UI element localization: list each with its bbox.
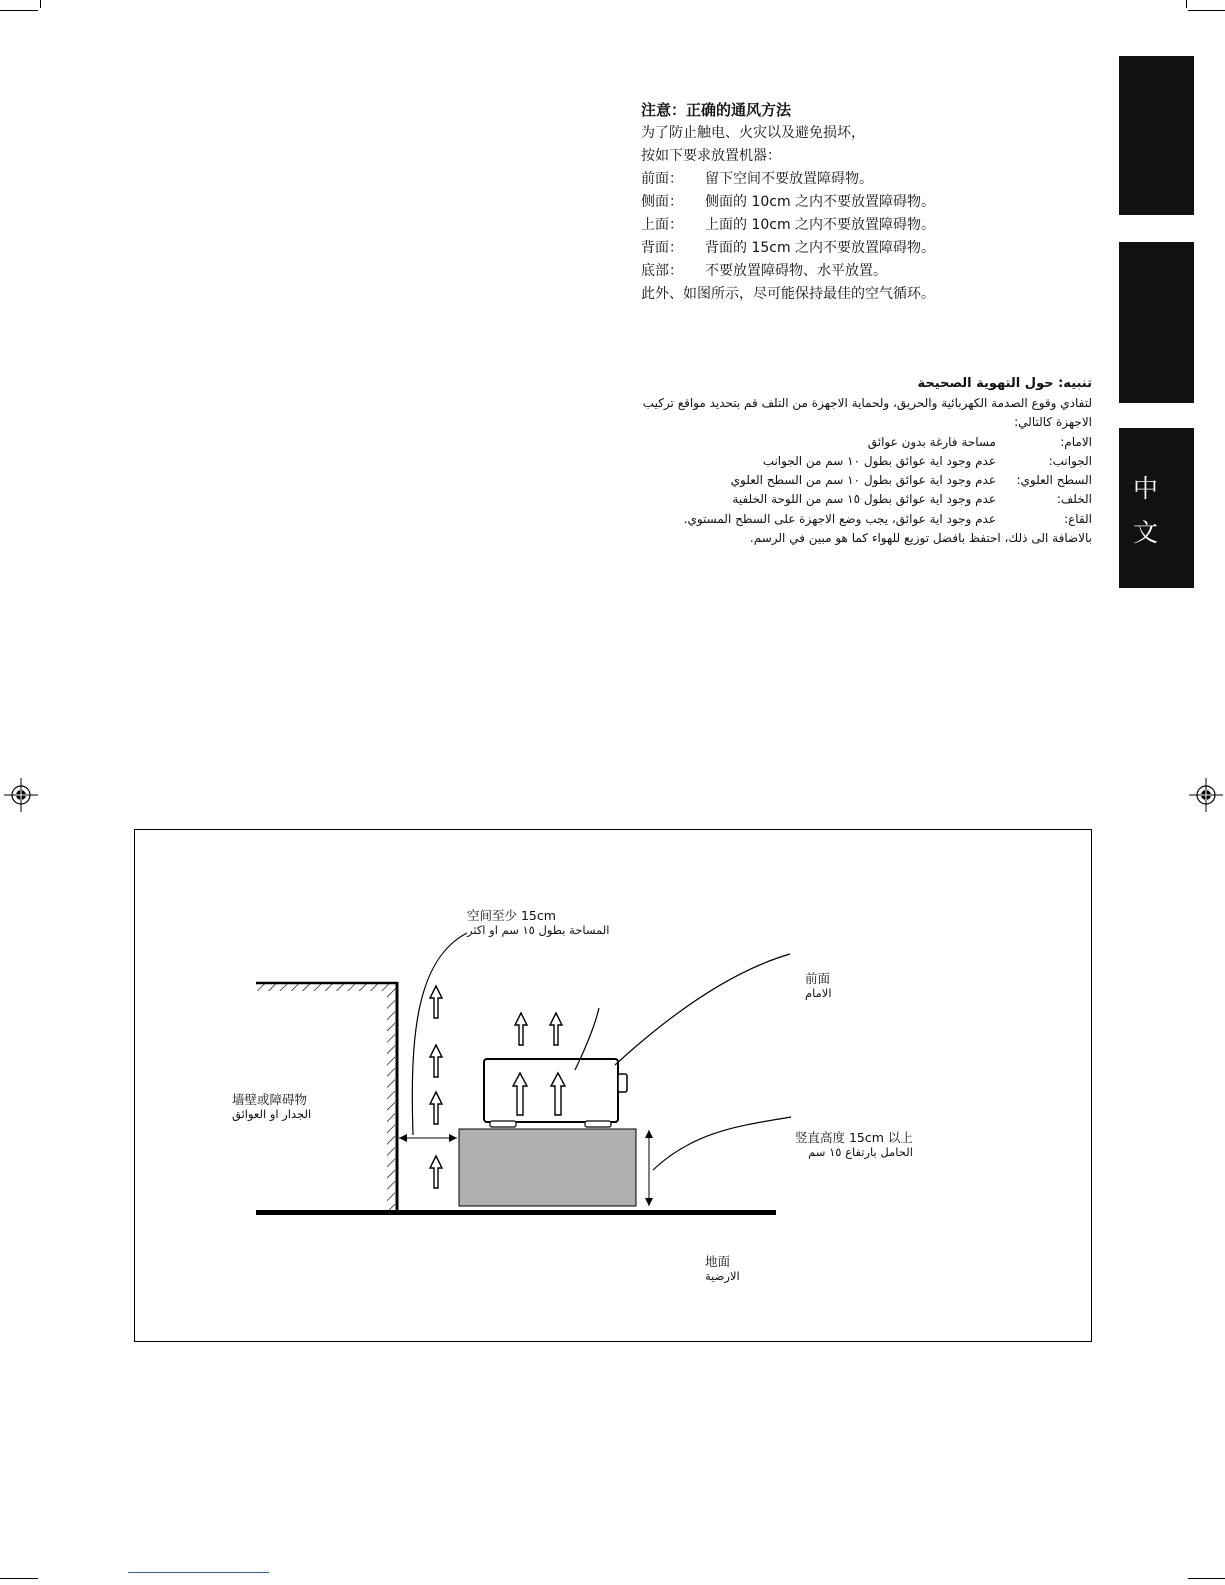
ar-rule-row — [625, 490, 1092, 509]
wall-label-cn: 墙壁或障碍物 — [232, 1092, 308, 1107]
ar-rule-text: عدم وجود اية عوائق، يجب وضع الاجهزة على السطح المستوي. — [683, 511, 996, 526]
ar-rule-row — [625, 433, 1092, 452]
airflow-arrow-icon — [430, 1092, 442, 1124]
cn-rule-row — [641, 168, 1041, 191]
wall-label — [232, 1092, 311, 1122]
language-tab-2 — [1119, 242, 1194, 403]
language-tab-chinese — [1119, 428, 1194, 588]
space-label-cn: 空间至少 15cm — [467, 908, 556, 923]
crop-mark-top-left-v — [40, 0, 41, 8]
registration-mark-right-icon — [1189, 778, 1223, 812]
crop-mark-bottom-right — [1188, 1578, 1225, 1579]
cn-rule-text: 背面的 15cm 之内不要放置障碍物。 — [705, 240, 936, 256]
airflow-arrow-icon — [550, 1013, 562, 1045]
tab-label-char-2: 文 — [1133, 518, 1159, 547]
arrowhead-icon — [449, 1134, 457, 1142]
cn-rule-text: 不要放置障碍物、水平放置。 — [705, 263, 887, 279]
cn-rule-row — [641, 191, 1041, 214]
cn-rule-row — [641, 260, 1041, 283]
ventilation-diagram — [134, 829, 1092, 1342]
cn-rule-text: 侧面的 10cm 之内不要放置障碍物。 — [705, 194, 936, 210]
cn-intro-line: 为了防止触电、火灾以及避免损坏， — [641, 125, 865, 141]
stand-box — [459, 1129, 636, 1206]
arrowhead-icon — [645, 1130, 653, 1138]
stand-leader-line — [653, 1117, 791, 1170]
ar-rule-row — [625, 452, 1092, 471]
stand-label — [795, 1130, 913, 1160]
front-leader-line — [615, 954, 790, 1065]
ar-ventilation-notice — [625, 374, 1092, 548]
floor-label — [705, 1254, 740, 1284]
cn-rule-text: 上面的 10cm 之内不要放置障碍物。 — [705, 217, 936, 233]
wall-hatch-side — [387, 991, 395, 1213]
cn-intro-line: 按如下要求放置机器： — [641, 148, 781, 164]
ar-rule-text: عدم وجود اية عوائق بطول ١٠ سم من السطح العلوي — [730, 473, 996, 488]
cn-rule-label: 前面： — [641, 171, 683, 187]
ar-rule-row — [625, 471, 1092, 490]
ar-rule-text: مساحة فارغة بدون عوائق — [867, 434, 996, 449]
cn-rule-label: 背面： — [641, 240, 683, 256]
cn-rule-label: 底部： — [641, 263, 683, 279]
receiver-knob — [618, 1074, 627, 1092]
front-label — [805, 971, 832, 1001]
ar-rule-text: عدم وجود اية عوائق بطول ١٥ سم من اللوحة الخلفية — [732, 492, 996, 507]
receiver-foot-right — [585, 1121, 611, 1127]
ar-intro-line: الاجهزة كالتالي: — [1014, 415, 1092, 430]
ar-rule-label: القاع: — [1064, 511, 1092, 526]
receiver-unit — [484, 1059, 618, 1122]
space-label-ar: المساحة بطول ١٥ سم او اكثر — [467, 923, 610, 937]
floor-label-cn: 地面 — [705, 1254, 731, 1269]
language-tab-1 — [1119, 56, 1194, 215]
ar-rule-text: عدم وجود اية عوائق بطول ١٠ سم من الجوانب — [762, 453, 996, 468]
ar-rule-row — [625, 510, 1092, 529]
registration-mark-left-icon — [4, 778, 38, 812]
ar-rule-label: الجوانب: — [1048, 453, 1092, 468]
airflow-arrow-icon — [430, 1045, 442, 1077]
crop-mark-bottom-left — [0, 1578, 38, 1579]
cn-rule-label: 侧面： — [641, 194, 683, 210]
ar-notice-title: تنبيه: حول التهوية الصحيحة — [917, 376, 1092, 391]
ar-rule-label: السطح العلوي: — [1016, 473, 1092, 488]
crop-mark-top-right-v — [1186, 0, 1187, 8]
airflow-arrow-icon — [515, 1013, 527, 1045]
airflow-arrow-icon — [430, 986, 442, 1018]
ar-rule-label: الامام: — [1060, 434, 1092, 449]
arrowhead-icon — [399, 1134, 407, 1142]
receiver-foot-left — [490, 1121, 516, 1127]
crop-mark-top-left — [0, 10, 38, 11]
cn-rule-text: 留下空间不要放置障碍物。 — [705, 171, 873, 187]
cn-rule-label: 上面： — [641, 217, 683, 233]
cn-ventilation-notice — [641, 98, 1041, 306]
ventilation-diagram-drawing — [135, 830, 1091, 1341]
ar-closing-line: بالاضافة الى ذلك، احتفظ بافضل توزيع للهواء كما هو مبين في الرسم. — [749, 531, 1092, 546]
front-label-ar: الامام — [805, 986, 832, 1000]
airflow-arrow-icon — [430, 1156, 442, 1188]
cn-closing-line: 此外、如图所示，尽可能保持最佳的空气循环。 — [641, 286, 935, 302]
footer-rule — [128, 1572, 269, 1573]
floor-line — [256, 1210, 776, 1215]
ar-rule-label: الخلف: — [1056, 492, 1092, 507]
wall-label-ar: الجدار او العوائق — [232, 1107, 312, 1121]
crop-mark-top-right — [1188, 10, 1225, 11]
stand-label-cn: 竖直高度 15cm 以上 — [795, 1130, 913, 1145]
floor-label-ar: الارضية — [705, 1269, 740, 1283]
space-label — [467, 908, 610, 938]
cn-rule-row — [641, 237, 1041, 260]
cn-notice-title: 注意：正确的通风方法 — [641, 101, 792, 119]
tab-label-char-1: 中 — [1133, 474, 1159, 503]
cn-rule-row — [641, 214, 1041, 237]
stand-label-ar: الحامل بارتفاع ١٥ سم — [808, 1145, 913, 1159]
front-label-cn: 前面 — [805, 971, 831, 986]
ar-intro-line: لتفادي وقوع الصدمة الكهربائية والحريق، ولحماية الاجهزة من التلف قم بتحديد مواقع تركيب — [642, 396, 1092, 410]
arrowhead-icon — [645, 1198, 653, 1206]
